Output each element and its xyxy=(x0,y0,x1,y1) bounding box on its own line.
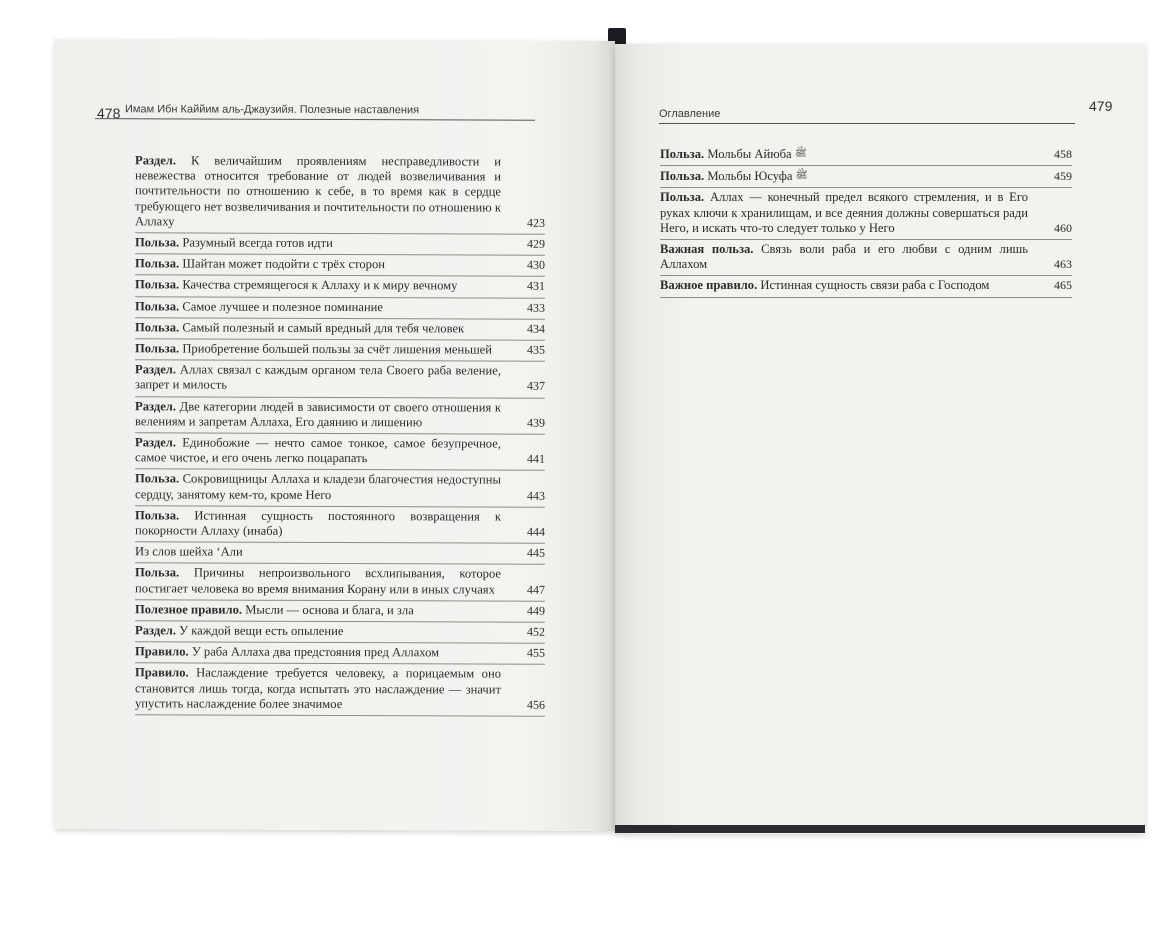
salutation-seal-icon: ﷺ xyxy=(794,148,807,159)
toc-entry xyxy=(660,276,1072,297)
toc-entry-text xyxy=(660,190,1028,234)
toc-entry-title: Качества стремящегося к Аллаху и к миру вечному xyxy=(182,277,458,293)
toc-entry-keyword: Полезное правило. xyxy=(135,602,243,617)
toc-entry-keyword: Польза. xyxy=(660,147,705,161)
toc-entry-title: Причины непроизвольного всхлипывания, которое постигает человека во время внимания Корану или в иных случаях xyxy=(135,565,502,597)
toc-entry-title: Самый полезный и самый вредный для тебя человек xyxy=(182,320,465,336)
toc-entry-page: 434 xyxy=(527,321,545,336)
toc-entry-page: 435 xyxy=(527,342,545,357)
toc-entry-title: Из слов шейха ‘Али xyxy=(135,544,243,559)
toc-entry xyxy=(135,543,545,566)
toc-entry-title: Сокровищницы Аллаха и кладези благочестия недоступны сердцу, занятому кем-то, кроме Него xyxy=(135,471,501,502)
toc-entry-title: К величайшим проявлениям несправедливости и невежества относится требование от людей возвеличивания и почтительности по отношению к себе, в то время как в сердце требующего нет возвеличивания и почтительности по отношению к Аллаху xyxy=(135,153,501,229)
toc-entry-title: У каждой вещи есть опыление xyxy=(179,623,344,639)
toc-entry-title: У раба Аллаха два предстояния пред Аллахом xyxy=(191,644,440,660)
toc-entry-title: Шайтан может подойти с трёх сторон xyxy=(182,256,386,272)
toc-entry-title: Истинная сущность постоянного возвращения к покорности Аллаху (инаба) xyxy=(135,508,501,538)
toc-entry xyxy=(135,470,545,508)
toc-entry xyxy=(135,600,545,623)
toc-entry-title: Истинная сущность связи раба с Господом xyxy=(760,278,990,293)
toc-entry xyxy=(135,297,545,320)
toc-entry-text xyxy=(135,666,501,711)
toc-entry-text xyxy=(135,341,492,356)
right-page xyxy=(615,44,1145,834)
toc-entry-keyword: Польза. xyxy=(135,235,180,250)
running-head-left xyxy=(95,103,535,121)
toc-entry-page: 463 xyxy=(1054,257,1072,272)
toc-entry-text xyxy=(135,399,501,429)
toc-entry-page: 441 xyxy=(527,451,545,466)
toc-entry xyxy=(135,506,545,544)
toc-entry xyxy=(135,397,545,435)
toc-entry xyxy=(135,621,545,644)
toc-entry-text xyxy=(135,645,439,660)
running-head-right xyxy=(659,108,1075,124)
toc-entry xyxy=(135,233,545,256)
toc-entry xyxy=(135,664,545,717)
running-head-title: Оглавление xyxy=(659,108,721,120)
toc-entry-text xyxy=(135,472,501,502)
toc-entry-title: Аллах — конечный предел всякого стремления, и в Его руках ключи к хранилищам, и все деяния должны совершаться ради Него, и искать что-то следует только у Него xyxy=(660,190,1029,235)
toc-entry-title: Наслаждение требуется человеку, а порицаемым оно становится лишь тогда, когда испытать это наслаждение — значит упустить наслаждение более значимое xyxy=(135,665,501,711)
toc-entry-page: 460 xyxy=(1054,220,1072,235)
toc-entry-text xyxy=(660,147,807,161)
toc-entry-title: Связь воли раба и его любви с одним лишь Аллахом xyxy=(660,242,1028,272)
toc-entry xyxy=(660,166,1072,188)
toc-entry-keyword: Польза. xyxy=(135,298,180,314)
toc-list-left xyxy=(135,151,545,717)
toc-entry-keyword: Важное правило. xyxy=(660,278,758,293)
open-book xyxy=(55,40,1145,840)
toc-entry-title: Две категории людей в зависимости от своего отношения к велениям и запретам Аллаха, Его даянию и лишению xyxy=(135,399,501,430)
toc-entry-keyword: Польза. xyxy=(135,320,180,335)
toc-entry xyxy=(135,564,545,602)
toc-entry-keyword: Польза. xyxy=(135,471,180,486)
page-number-left: 478 xyxy=(97,105,121,122)
toc-entry xyxy=(135,255,545,278)
toc-entry-page: 439 xyxy=(527,415,545,430)
toc-entry-page: 437 xyxy=(527,379,545,394)
toc-entry-keyword: Правило. xyxy=(135,665,189,680)
toc-entry-text xyxy=(660,242,1028,271)
toc-entry-keyword: Правило. xyxy=(135,644,189,659)
toc-entry xyxy=(135,318,545,341)
toc-entry-page: 443 xyxy=(527,488,545,503)
toc-entry-text xyxy=(135,623,343,638)
toc-list-right xyxy=(660,144,1072,298)
book-cover-edge xyxy=(615,825,1145,833)
toc-entry-keyword: Раздел. xyxy=(135,435,176,450)
toc-entry-text xyxy=(135,257,385,272)
toc-entry-text xyxy=(660,278,989,292)
toc-entry-text xyxy=(135,235,333,250)
toc-entry-page: 459 xyxy=(1054,169,1072,184)
toc-entry-title: Мысли — основа и блага, и зла xyxy=(245,602,414,618)
toc-entry-title: Мольбы Айюба xyxy=(707,147,792,161)
toc-entry-text xyxy=(660,169,808,183)
toc-entry-page: 423 xyxy=(527,215,545,230)
toc-entry-keyword: Важная польза. xyxy=(660,242,754,257)
toc-entry-page: 431 xyxy=(527,279,545,294)
toc-entry-keyword: Польза. xyxy=(135,341,180,356)
toc-entry-page: 465 xyxy=(1054,278,1072,293)
toc-entry-text xyxy=(135,153,501,228)
toc-entry xyxy=(135,151,545,234)
toc-entry xyxy=(135,339,545,362)
toc-entry-keyword: Польза. xyxy=(660,169,705,184)
toc-entry-text xyxy=(135,320,464,335)
toc-entry xyxy=(660,240,1072,276)
toc-entry xyxy=(135,643,545,666)
toc-entry-title: Аллах связал с каждым органом тела Своего раба веление, запрет и милость xyxy=(135,362,501,393)
toc-entry-page: 456 xyxy=(527,697,545,712)
toc-entry-text xyxy=(135,545,243,559)
toc-entry-text xyxy=(135,363,501,393)
toc-entry-keyword: Польза. xyxy=(135,277,180,292)
toc-entry xyxy=(135,361,545,399)
toc-entry-page: 447 xyxy=(527,582,545,597)
toc-entry-page: 430 xyxy=(527,257,545,272)
toc-entry-keyword: Польза. xyxy=(135,565,180,580)
salutation-seal-icon: ﷺ xyxy=(795,170,808,182)
toc-entry-page: 458 xyxy=(1054,147,1072,161)
toc-entry-keyword: Польза. xyxy=(660,190,705,205)
toc-entry-keyword: Раздел. xyxy=(135,623,176,638)
toc-entry-keyword: Польза. xyxy=(135,508,180,523)
toc-entry-title: Разумный всегда готов идти xyxy=(182,235,333,251)
toc-entry-title: Единобожие — нечто самое тонкое, самое безупречное, самое чистое, и его очень легко поцарапать xyxy=(135,435,501,466)
page-number-right: 479 xyxy=(1089,98,1113,114)
toc-entry-page: 433 xyxy=(527,300,545,315)
left-page xyxy=(55,39,615,831)
toc-entry-page: 444 xyxy=(527,524,545,539)
toc-entry-keyword: Польза. xyxy=(135,256,180,271)
toc-entry-title: Мольбы Юсуфа xyxy=(707,169,793,184)
toc-entry-keyword: Раздел. xyxy=(135,398,176,414)
running-head-title: Имам Ибн Каййим аль-Джаузийя. Полезные наставления xyxy=(125,103,420,117)
toc-entry-title: Самое лучшее и полезное поминание xyxy=(182,299,384,314)
toc-entry xyxy=(660,144,1072,166)
toc-entry xyxy=(660,188,1072,240)
toc-entry-page: 445 xyxy=(527,545,545,560)
toc-entry-text xyxy=(135,602,414,617)
toc-entry-page: 429 xyxy=(527,236,545,251)
toc-entry-text xyxy=(135,435,501,465)
toc-entry-title: Приобретение большей пользы за счёт лишения меньшей xyxy=(182,341,493,357)
toc-entry-text xyxy=(135,508,501,538)
toc-entry-page: 452 xyxy=(527,624,545,639)
toc-entry-text xyxy=(135,566,501,596)
toc-entry xyxy=(135,433,545,471)
toc-entry-text xyxy=(135,299,383,314)
toc-entry-page: 455 xyxy=(527,645,545,661)
toc-entry-page: 449 xyxy=(527,603,545,618)
toc-entry xyxy=(135,276,545,299)
toc-entry-keyword: Раздел. xyxy=(135,362,176,377)
toc-entry-text xyxy=(135,278,457,293)
toc-entry-keyword: Раздел. xyxy=(135,153,176,168)
